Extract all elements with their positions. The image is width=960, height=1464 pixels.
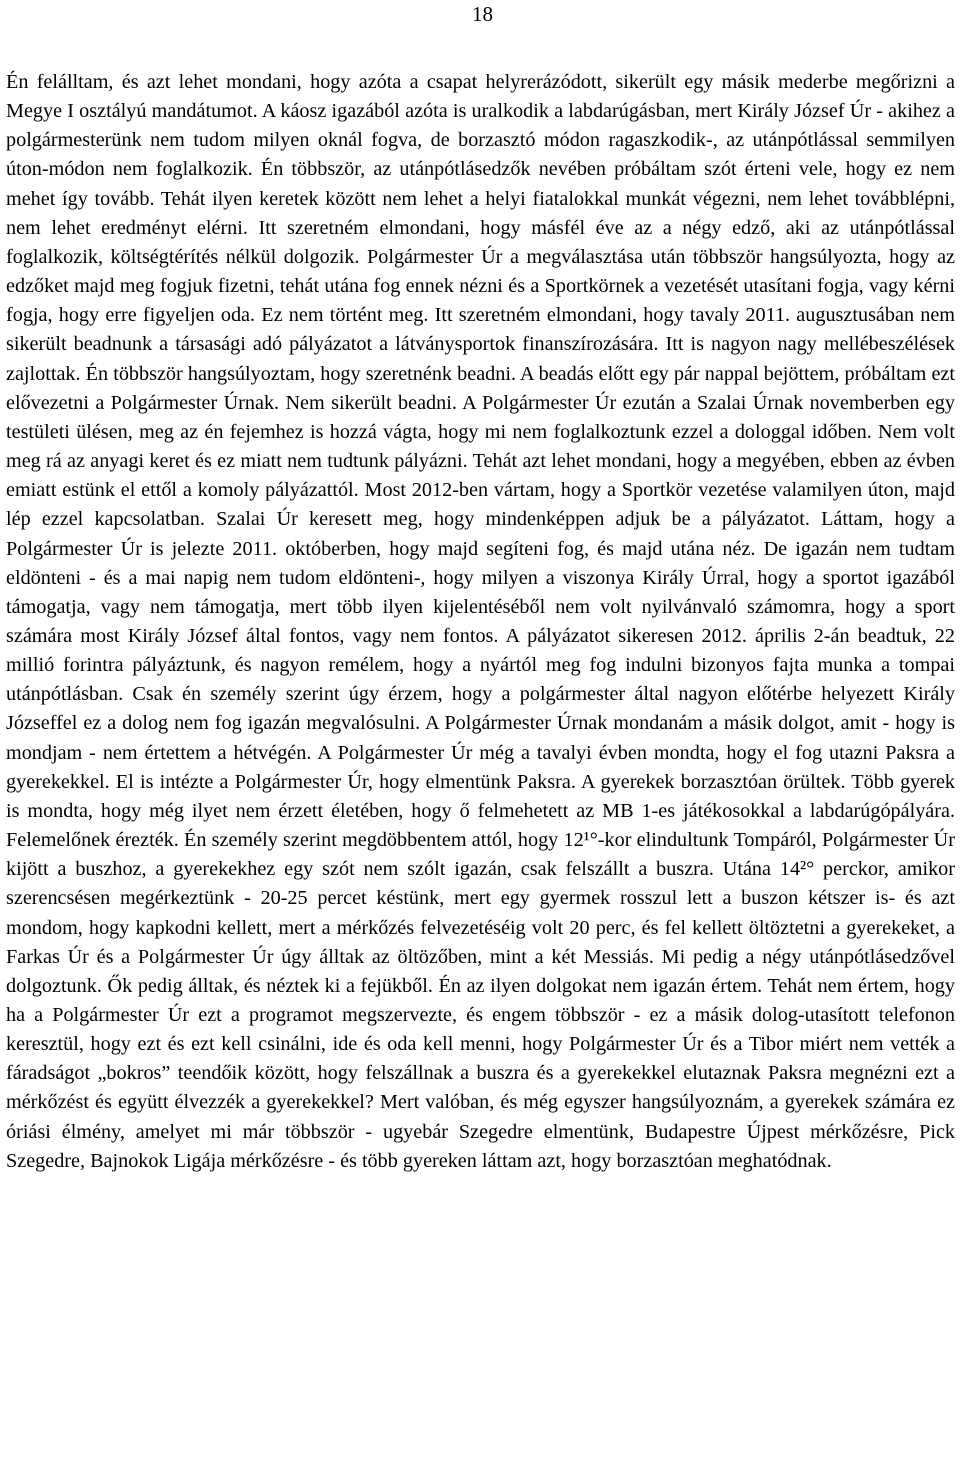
- page-number: 18: [472, 2, 493, 26]
- body-paragraph: Én felálltam, és azt lehet mondani, hogy azóta a csapat helyrerázódott, sikerült egy másik mederbe megőrizni a Megye I osztályú mandátumot. A káosz igazából azóta is uralkodik a labdarúgásban, mert Király József Úr - akihez a polgármesterünk nem tudom milyen oknál fogva, de borzasztó módon ragaszkodik-, az utánpótlással semmilyen úton-módon nem foglalkozik. Én többször, az utánpótlásedzők nevében próbáltam szót érteni vele, hogy ez nem mehet így tovább. Tehát ilyen keretek között nem lehet a helyi fiatalokkal munkát végezni, nem lehet továbblépni, nem lehet eredményt elérni. Itt szeretném elmondani, hogy másfél éve az a négy edző, aki az utánpótlással foglalkozik, költségtérítés nélkül dolgozik. Polgármester Úr a megválasztása után többször hangsúlyozta, hogy az edzőket majd meg fogjuk fizetni, tehát utána fog ennek nézni és a Sportkörnek a vezetését utasítani fogja, vagy kérni fogja, hogy erre figyeljen oda. Ez nem történt meg. Itt szeretném elmondani, hogy tavaly 2011. augusztusában nem sikerült beadnunk a társasági adó pályázatot a látványsportok finanszírozására. Itt is nagyon nagy mellébeszélések zajlottak. Én többször hangsúlyoztam, hogy szeretnénk beadni. A beadás előtt egy pár nappal bejöttem, próbáltam ezt elővezetni a Polgármester Úrnak. Nem sikerült beadni. A Polgármester Úr ezután a Szalai Úrnak novemberben egy testületi ülésen, meg az én fejemhez is hozzá vágta, hogy mi nem foglalkoztunk ezzel a dologgal időben. Nem volt meg rá az anyagi keret és ez miatt nem tudtunk pályázni. Tehát azt lehet mondani, hogy a megyében, ebben az évben emiatt estünk el ettől a komoly pályázattól. Most 2012-ben vártam, hogy a Sportkör vezetése valamilyen úton, majd lép ezzel kapcsolatban. Szalai Úr keresett meg, hogy mindenképpen adjuk be a pályázatot. Láttam, hogy a Polgármester Úr is jelezte 2011. októberben, hogy majd segíteni fog, és majd utána néz. De igazán nem tudtam eldönteni - és a mai napig nem tudom eldönteni-, hogy milyen a viszonya Király Úrral, hogy a sportot igazából támogatja, vagy nem támogatja, mert több ilyen kijelentéséből nem volt nyilvánvaló számomra, hogy a sport számára most Király József által fontos, vagy nem fontos. A pályázatot sikeresen 2012. április 2-án beadtuk, 22 millió forintra pályáztunk, és nagyon remélem, hogy a nyártól meg fog indulni bizonyos fajta munka a tompai utánpótlásban. Csak én személy szerint úgy érzem, hogy a polgármester által nagyon előtérbe helyezett Király Józseffel ez a dolog nem fog igazán megvalósulni. A Polgármester Úrnak mondanám a másik dolgot, amit - hogy is mondjam - nem értettem a hétvégén. A Polgármester Úr még a tavalyi évben mondta, hogy el fog utazni Paksra a gyerekekkel. El is intézte a Polgármester Úr, hogy elmentünk Paksra. A gyerekek borzasztóan örültek. Több gyerek is mondta, hogy még ilyet nem érzett életében, hogy ő felmehetett az MB 1-es játékosokkal a labdarúgópályára. Felemelőnek érezték. Én személy szerint megdöbbentem attól, hogy 12¹°-kor elindultunk Tompáról, Polgármester Úr kijött a buszhoz, a gyerekekhez egy szót nem szólt igazán, csak felszállt a buszra. Utána 14²° perckor, amikor szerencsésen megérkeztünk - 20-25 percet késtünk, mert egy gyermek rosszul lett a buszon kétszer is- és azt mondom, hogy kapkodni kellett, mert a mérkőzés felvezetéséig volt 20 perc, és fel kellett öltöztetni a gyerekeket, a Farkas Úr és a Polgármester Úr úgy álltak az öltözőben, mint a két Messiás. Mi pedig a négy utánpótlásedzővel dolgoztunk. Ők pedig álltak, és néztek ki a fejükből. Én az ilyen dolgokat nem igazán értem. Tehát nem értem, hogy ha a Polgármester Úr ezt a programot megszervezte, és engem többször - ez a másik dolog-utasított telefonon keresztül, hogy ezt és ezt kell csinálni, ide és oda kell menni, hogy Polgármester Úr és a Tibor miért nem vették a fáradságot „bokros” teendőik között, hogy felszállnak a buszra és a gyerekekkel elutaznak Paksra megnézni ezt a mérkőzést és együtt élvezzék a gyerekekkel? Mert valóban, és még egyszer hangsúlyoznám, a gyerekek számára ez óriási élmény, amelyet mi már többször - ugyebár Szegedre elmentünk, Budapestre Újpest mérkőzésre, Pick Szegedre, Bajnokok Ligája mérkőzésre - és több gyereken láttam azt, hogy borzasztóan meghatódnak.: [6, 71, 955, 1172]
